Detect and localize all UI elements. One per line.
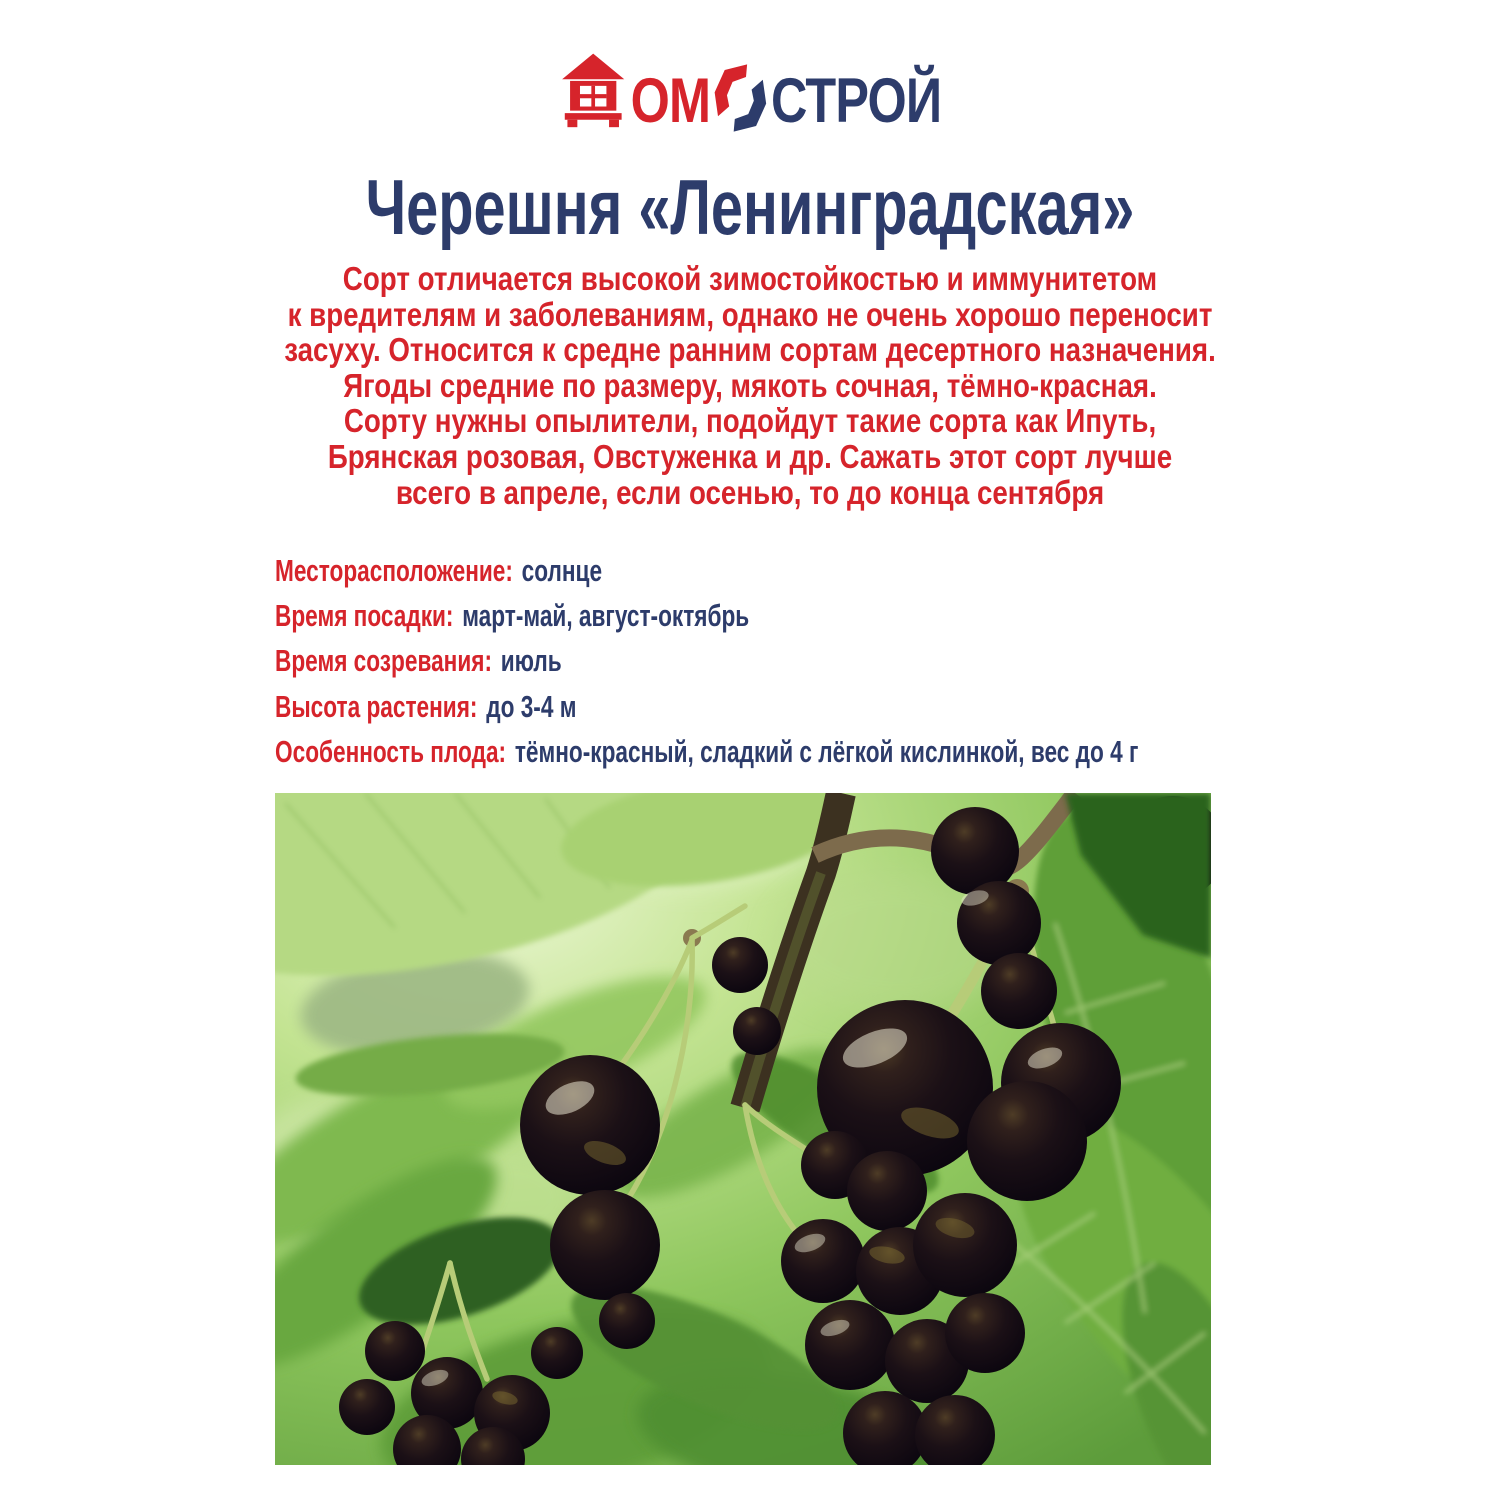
spec-label: Высота растения: (275, 688, 478, 724)
spec-row (275, 689, 1443, 734)
logo-text-stroy: СТРОЙ (771, 66, 942, 137)
page-title: Черешня «Ленинградская» (365, 163, 1135, 251)
brand-logo (150, 50, 1350, 137)
spec-row (275, 598, 1443, 643)
description-line: к вредителям и заболеваниям, однако не очень хорошо переносит (287, 295, 1213, 333)
spec-value: солнце (521, 553, 603, 588)
description-line: Сорт отличается высокой зимостойкостью и иммунитетом (342, 260, 1158, 297)
circular-arrows-icon (713, 63, 769, 133)
spec-row (275, 553, 1443, 598)
description-line: Сорту нужны опылители, подойдут такие сорта как Ипуть, (343, 402, 1157, 440)
spec-value: до 3-4 м (486, 688, 577, 724)
spec-label: Время посадки: (275, 598, 454, 634)
product-photo (275, 793, 1211, 1465)
house-icon (559, 52, 628, 128)
cherries-photo-illustration (275, 793, 1211, 1465)
spec-value: март-май, август-октябрь (462, 598, 750, 634)
description-line: засуху. Относится к средне ранним сортам десертного назначения. (284, 331, 1216, 369)
spec-row (275, 734, 1443, 779)
description-line: всего в апреле, если осенью, то до конца сентября (395, 473, 1105, 511)
spec-label: Время созревания: (275, 643, 492, 679)
specs-list (275, 553, 1443, 779)
spec-value: тёмно-красный, сладкий с лёгкой кислинкой, вес до 4 г (514, 733, 1139, 769)
spec-row (275, 643, 1443, 688)
spec-label: Особенность плода: (275, 733, 507, 769)
description-line: Ягоды средние по размеру, мякоть сочная, тёмно-красная. (343, 366, 1157, 404)
spec-value: июль (500, 643, 562, 679)
spec-label: Месторасположение: (275, 553, 513, 588)
description-line: Брянская розовая, Овстуженка и др. Сажать этот сорт лучше (327, 437, 1173, 475)
logo-text-om: ОМ (630, 66, 711, 137)
description (120, 261, 1380, 510)
